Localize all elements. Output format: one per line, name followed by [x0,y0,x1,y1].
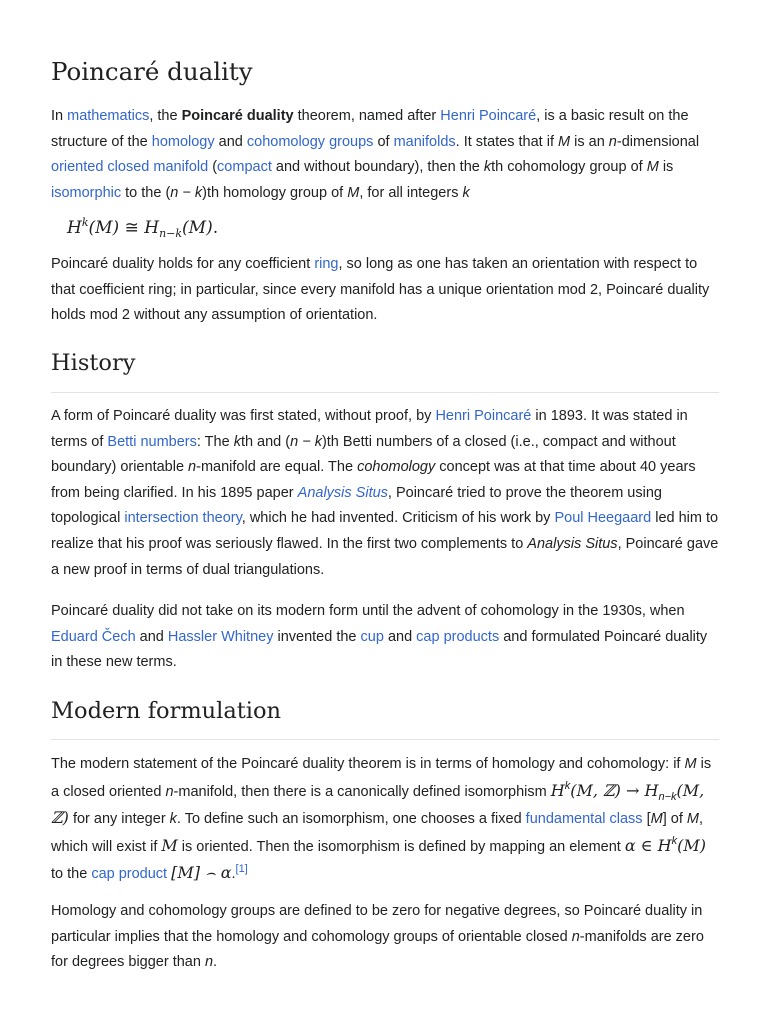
text: -manifold, then there is a canonically defined isomorphism [173,783,551,800]
text: Poincaré duality holds for any coefficient [51,256,315,272]
text: Homology and cohomology groups are defined to be zero for negative degrees, so Poincaré duality in particular implies that the homology and cohomology groups of orientable closed [51,903,703,945]
text: is oriented. Then the isomorphism is defined by mapping an element [177,838,625,855]
text: A form of Poincaré duality was first stated, without proof, by [51,408,436,424]
text: : The [196,433,234,450]
math-var: H [144,218,160,238]
text: is an [570,133,609,150]
math-punct: . [212,218,219,238]
math-expression: (M, ℤ) → [570,780,645,800]
modern-paragraph-2 [51,899,719,976]
text: [ [642,811,651,827]
text: ( [208,159,218,176]
text: . It states that if [455,133,559,150]
link-compact[interactable]: compact [217,159,272,176]
text: is [658,159,674,176]
link-mathematics[interactable]: mathematics [67,108,150,124]
link-fundamental-class[interactable]: fundamental class [525,811,643,827]
text: concept was at that time about 40 years from being clarified. In his 1895 paper [51,459,696,501]
emphasis: Analysis Situs [527,535,618,552]
math-var: n [608,133,617,150]
text: th cohomology group of [491,159,647,176]
text: . To define such an isomorphism, one chooses a fixed [176,811,526,827]
link-poul-heegaard[interactable]: Poul Heegaard [554,510,652,527]
intro-paragraph-2 [51,252,719,329]
math-var: (M) [182,218,213,238]
math-var: M [646,159,659,176]
math-expression: [M] ⌢ α [171,863,232,882]
link-cap-product[interactable]: cap product [91,866,168,882]
link-cup[interactable]: cup [360,628,384,645]
text: and [214,133,247,150]
link-homology[interactable]: homology [151,133,215,150]
link-hassler-whitney[interactable]: Hassler Whitney [167,628,274,645]
text: , which will exist if [51,811,704,855]
text: , the [149,108,182,124]
section-heading-modern: Modern formulation [51,698,282,724]
math-superscript: k [81,216,89,229]
history-paragraph-2 [51,599,719,676]
text: )th homology group of [202,184,348,201]
math-var: M [558,133,571,150]
history-paragraph-1 [51,404,719,583]
modern-paragraph-1 [51,751,719,888]
math-subscript: n−k [658,790,677,803]
math-subscript: n−k [159,227,183,240]
text: )th Betti numbers of a closed (i.e., compact and without boundary) orientable [51,433,676,476]
text: -dimensional [616,133,700,150]
math-var: H [550,780,565,800]
math-var: k [233,433,241,450]
link-analysis-situs[interactable]: Analysis Situs [297,484,388,501]
math-var: H [644,780,659,800]
section-history [51,348,719,378]
math-var: M [686,811,699,827]
math-var: n − k [170,184,203,201]
heading-divider [51,392,719,393]
math-var: n − k [290,433,322,450]
math-var: M [161,835,178,855]
text: , Poincaré gave a new proof in terms of dual triangulations. [51,535,719,578]
intro-paragraph-1 [51,104,719,206]
text: of [373,133,394,150]
text: and without boundary), then the [271,159,484,176]
math-var: k [169,811,177,827]
term-bold: Poincaré duality [181,108,294,124]
text: is a closed oriented [51,756,712,800]
link-cap-products[interactable]: cap products [416,628,500,645]
text: theorem, named after [293,108,441,124]
math-var: n [165,783,174,800]
text: , for all integers [359,184,463,201]
math-expression: (M) [677,835,707,855]
text: -manifolds are zero for degrees bigger than [51,928,704,971]
text: in 1893. It was stated in terms of [51,408,688,450]
math-var: H [67,218,82,238]
text: The modern statement of the Poincaré duality theorem is in terms of homology and cohomology: if [51,756,685,772]
text: -manifold are equal. The [196,459,358,476]
text: Poincaré duality did not take on its modern form until the advent of cohomology in the 1930s, when [51,603,685,619]
link-oriented-closed-manifold[interactable]: oriented closed manifold [51,159,209,176]
heading-divider [51,739,719,740]
math-var: M [650,811,663,827]
text: In [51,108,68,124]
math-var: n [204,954,214,971]
math-expression: α ∈ H [624,835,672,855]
math-var: M [684,756,697,772]
page-title: Poincaré duality [51,57,253,86]
duality-formula [67,216,218,242]
text: to the ( [121,184,171,201]
section-modern-formulation [51,696,719,726]
text: ] of [662,811,687,827]
section-heading-history: History [51,350,136,376]
link-cohomology-groups[interactable]: cohomology groups [246,133,374,150]
text: . [213,954,218,971]
reference-link[interactable]: [1] [235,863,248,875]
math-operator: ≅ [119,218,145,238]
link-manifolds[interactable]: manifolds [393,133,456,150]
math-superscript: k [671,834,678,847]
text: , is a basic result on the structure of the [51,108,689,150]
math-var: k [462,184,470,201]
math-var: M [347,184,360,201]
text: , Poincaré tried to prove the theorem using topological [51,484,662,527]
text: to the [51,866,92,882]
text: , which he had invented. Criticism of his work by [241,510,555,527]
link-ring[interactable]: ring [314,256,339,272]
text: invented the [273,628,361,645]
link-henri-poincare-2[interactable]: Henri Poincaré [435,408,532,424]
math-var: n [188,459,197,476]
text: led him to realize that his proof was seriously flawed. In the first two complements to [51,510,719,552]
link-betti-numbers[interactable]: Betti numbers [107,433,197,450]
math-var: k [483,159,492,176]
emphasis: cohomology [357,459,436,476]
text: , so long as one has taken an orientation with respect to that coefficient ring; in particular, since every manifold has a unique orientation mod 2, Poincaré duality holds mod 2 without any assumption of orientation. [51,256,710,324]
link-eduard-cech[interactable]: Eduard Čech [51,628,136,645]
math-expression: (M, ℤ) [51,780,705,827]
text: and [383,628,417,645]
link-henri-poincare[interactable]: Henri Poincaré [440,108,537,124]
math-superscript: k [564,779,571,792]
link-isomorphic[interactable]: isomorphic [51,184,122,201]
link-intersection-theory[interactable]: intersection theory [124,510,242,527]
math-var: (M) [88,218,120,238]
text: for any integer [68,811,170,827]
text: . [231,866,236,882]
text: and [135,628,168,645]
text: th and ( [240,433,291,450]
text: and formulated Poincaré duality in these new terms. [51,628,708,671]
math-var: n [571,928,580,945]
